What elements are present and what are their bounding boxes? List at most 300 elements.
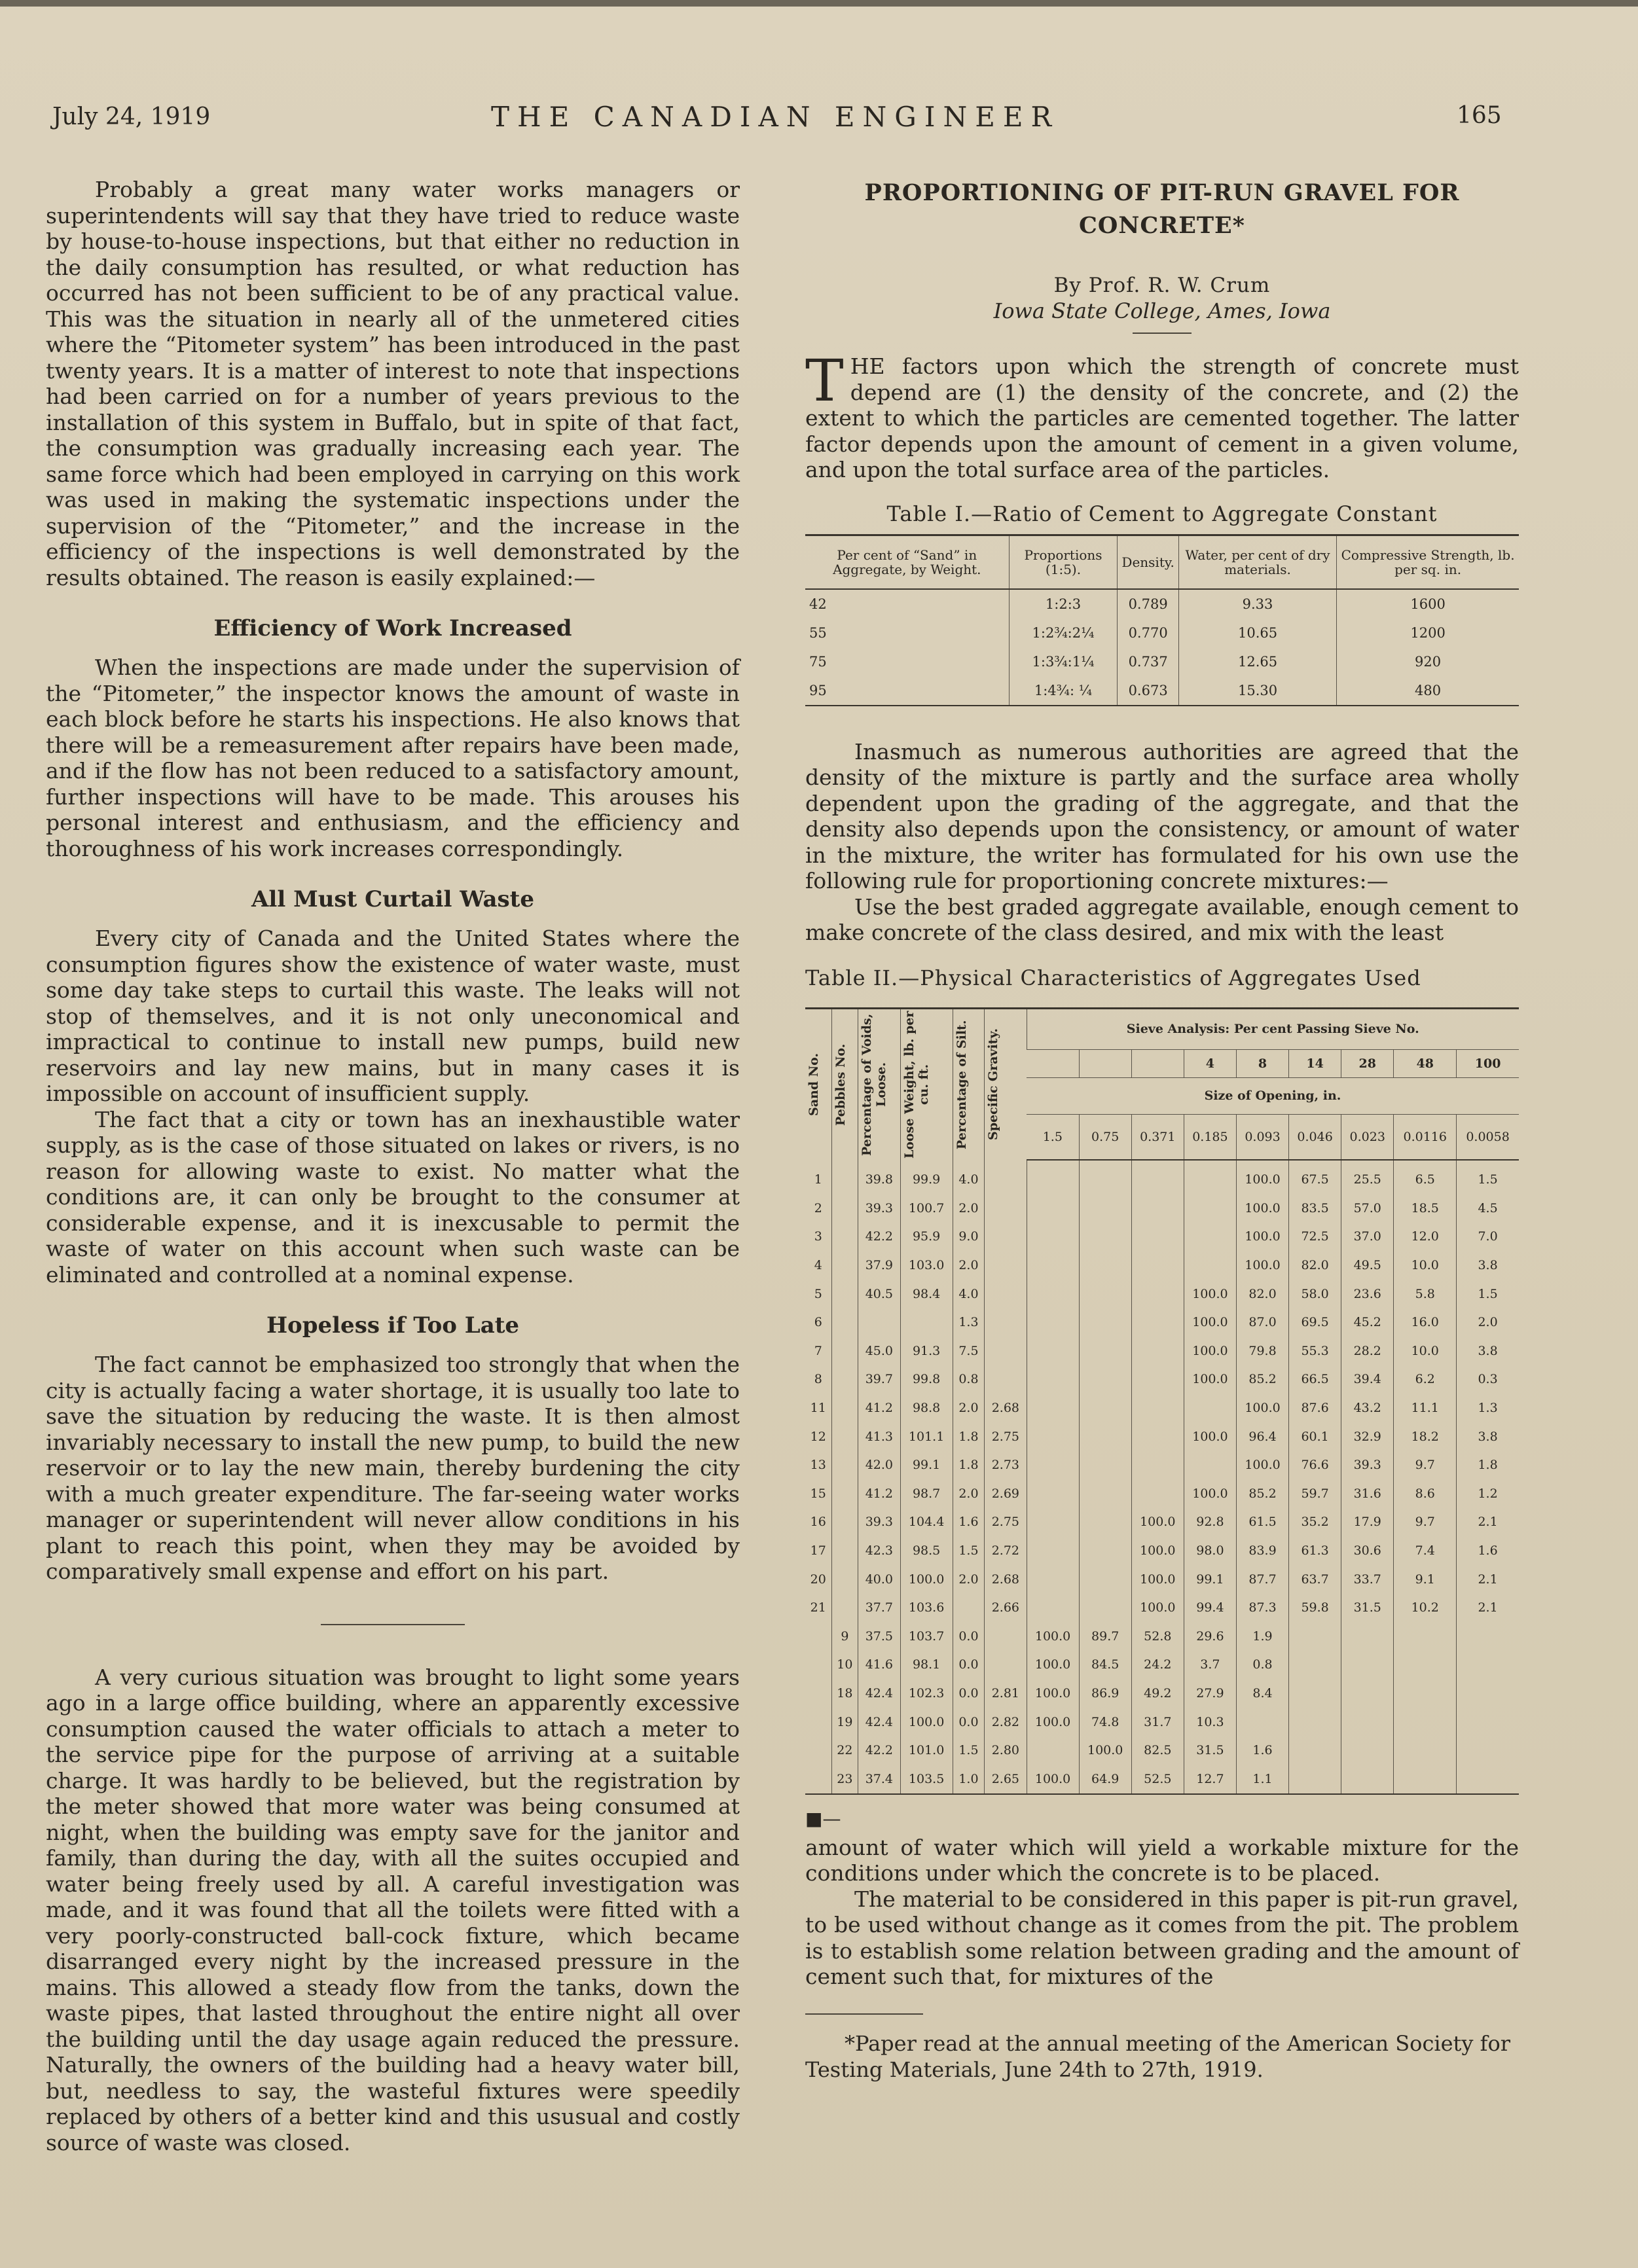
- table-row: [805, 1593, 1519, 1622]
- table-cell: 29.6: [1184, 1622, 1236, 1651]
- table-cell: [1457, 1679, 1519, 1708]
- table-cell: 104.4: [900, 1508, 953, 1537]
- table-cell: 37.9: [858, 1251, 900, 1280]
- table-cell: [1079, 1308, 1131, 1337]
- table-cell: 5: [814, 1286, 822, 1301]
- table-row: [805, 1394, 1519, 1422]
- table-cell: 100.0: [1236, 1394, 1288, 1422]
- table-cell: [1394, 1679, 1457, 1708]
- table-cell: [831, 1593, 858, 1622]
- table-cell: 95.9: [900, 1223, 953, 1251]
- table-cell: 7: [814, 1343, 822, 1358]
- table-cell: [1131, 1160, 1184, 1195]
- table-cell: 9.0: [953, 1223, 985, 1251]
- footnote: *Paper read at the annual meeting of the American Society for Testing Materials, June 24th to 27th, 1919.: [805, 2030, 1511, 2082]
- table-cell: 7.0: [1457, 1223, 1519, 1251]
- table-header: Compressive Strength, lb. per sq. in.: [1337, 535, 1519, 589]
- table-cell: 57.0: [1341, 1194, 1394, 1223]
- table-cell: 42.2: [858, 1223, 900, 1251]
- table-cell: 9.7: [1394, 1508, 1457, 1537]
- table-cell: 18.2: [1394, 1422, 1457, 1451]
- table-cell: 103.0: [900, 1251, 953, 1280]
- table-cell: 3.8: [1457, 1422, 1519, 1451]
- table-cell: 41.6: [858, 1651, 900, 1680]
- table-row: [805, 1536, 1519, 1565]
- table-cell: 98.0: [1184, 1536, 1236, 1565]
- table-cell: 0.0: [953, 1622, 985, 1651]
- title-divider: [1133, 333, 1192, 334]
- table-cell: 35.2: [1289, 1508, 1341, 1537]
- table-cell: 2.81: [985, 1679, 1027, 1708]
- table-cell: 100.0: [1027, 1679, 1079, 1708]
- table-row: [805, 1479, 1519, 1508]
- table-cell: [831, 1450, 858, 1479]
- table-cell: 100.0: [1131, 1565, 1184, 1594]
- affiliation: Iowa State College, Ames, Iowa: [993, 298, 1331, 323]
- table-cell: 49.5: [1341, 1251, 1394, 1280]
- table-header: Percentage of Voids, Loose.: [858, 1008, 900, 1160]
- table-row: [805, 1422, 1519, 1451]
- table-2-body: [805, 1160, 1519, 1794]
- table-cell: [1027, 1160, 1079, 1195]
- table-cell: 60.1: [1289, 1422, 1341, 1451]
- paragraph: When the inspections are made under the supervision of the “Pitometer,” the inspector knows the amount of waste in each block before he starts his inspections. He also knows that there will be a remeasurement after repairs have been made, and if the flow has not been reduced to a satisfactory amount, further inspections will have to be made. This arouses his personal interest and enthusiasm, and the efficiency and thoroughness of his work increases correspondingly.: [46, 655, 740, 861]
- table-cell: 101.0: [900, 1736, 953, 1765]
- table-cell: [1184, 1160, 1236, 1195]
- table-cell: 100.0: [1184, 1308, 1236, 1337]
- table-cell: 42.3: [858, 1536, 900, 1565]
- table-cell: [831, 1536, 858, 1565]
- table-cell: 9.7: [1394, 1450, 1457, 1479]
- table-cell: 100.0: [1184, 1479, 1236, 1508]
- table-cell: [1131, 1251, 1184, 1280]
- table-cell: 2: [814, 1200, 822, 1215]
- table-1: [805, 534, 1519, 706]
- table-cell: 103.5: [900, 1765, 953, 1794]
- table-cell: [831, 1479, 858, 1508]
- table-header: Water, per cent of dry materials.: [1178, 535, 1336, 589]
- table-cell: [1027, 1565, 1079, 1594]
- table-cell: 2.68: [985, 1565, 1027, 1594]
- table-cell: 10.0: [1394, 1337, 1457, 1365]
- table-cell: 0.0: [953, 1651, 985, 1680]
- table-cell: 2.1: [1457, 1593, 1519, 1622]
- table-cell: [805, 1708, 831, 1737]
- table-cell: [1289, 1651, 1341, 1680]
- table-cell: 100.0: [1184, 1280, 1236, 1308]
- section-heading: Hopeless if Too Late: [266, 1312, 520, 1339]
- table-cell: 59.7: [1289, 1479, 1341, 1508]
- end-mark: ■—: [805, 1807, 841, 1829]
- table-cell: 2.1: [1457, 1565, 1519, 1594]
- table-cell: [858, 1308, 900, 1337]
- table-cell: 32.9: [1341, 1422, 1394, 1451]
- section-divider: [321, 1624, 465, 1625]
- table-cell: [1027, 1536, 1079, 1565]
- opening-size: 0.75: [1079, 1114, 1131, 1159]
- table-2-caption: Table II.—Physical Characteristics of Aggregates Used: [805, 965, 1421, 990]
- table-cell: 31.6: [1341, 1479, 1394, 1508]
- table-cell: 42.4: [858, 1708, 900, 1737]
- table-cell: 31.5: [1184, 1736, 1236, 1765]
- table-row: [805, 1223, 1519, 1251]
- table-row: [805, 589, 1519, 619]
- table-cell: 16: [810, 1515, 826, 1530]
- table-cell: [985, 1251, 1027, 1280]
- table-row: [805, 1708, 1519, 1737]
- opening-size: 0.185: [1184, 1114, 1236, 1159]
- table-cell: 100.0: [1184, 1337, 1236, 1365]
- paragraph: Use the best graded aggregate available, enough cement to make concrete of the class desired, and mix with the least: [805, 893, 1519, 945]
- table-cell: [1289, 1765, 1341, 1794]
- opening-size: 0.0116: [1394, 1114, 1457, 1159]
- table-cell: 1200: [1337, 619, 1519, 647]
- table-cell: 8.6: [1394, 1479, 1457, 1508]
- table-cell: 91.3: [900, 1337, 953, 1365]
- table-cell: 18: [831, 1679, 858, 1708]
- table-cell: [831, 1308, 858, 1337]
- table-cell: 101.1: [900, 1422, 953, 1451]
- table-cell: [1027, 1251, 1079, 1280]
- table-cell: [1289, 1622, 1341, 1651]
- table-cell: 1:2:3: [1009, 589, 1118, 619]
- table-cell: 4.0: [953, 1160, 985, 1195]
- table-cell: 100.0: [1027, 1765, 1079, 1794]
- table-cell: 1: [814, 1172, 822, 1187]
- table-cell: 0.8: [1236, 1651, 1288, 1680]
- table-cell: 37.4: [858, 1765, 900, 1794]
- table-cell: [1027, 1280, 1079, 1308]
- table-cell: [1079, 1194, 1131, 1223]
- table-cell: [1394, 1765, 1457, 1794]
- table-cell: [805, 1651, 831, 1680]
- table-cell: 24.2: [1131, 1651, 1184, 1680]
- table-cell: 10: [831, 1651, 858, 1680]
- table-cell: 82.0: [1289, 1251, 1341, 1280]
- table-cell: [1289, 1708, 1341, 1737]
- table-1-caption: Table I.—Ratio of Cement to Aggregate Constant: [886, 501, 1438, 526]
- table-cell: 0.737: [1118, 647, 1178, 676]
- paragraph: The material to be considered in this paper is pit-run gravel, to be used without change as it comes from the pit. The problem is to establish some relation between grading and the amount of cement such that, for mixtures of the: [805, 1886, 1519, 1990]
- table-cell: [1079, 1593, 1131, 1622]
- table-cell: 1.0: [953, 1765, 985, 1794]
- table-cell: 69.5: [1289, 1308, 1341, 1337]
- table-cell: [1457, 1708, 1519, 1737]
- sieve-number: 14: [1289, 1049, 1341, 1077]
- table-cell: 8: [814, 1372, 822, 1387]
- table-cell: 920: [1337, 647, 1519, 676]
- table-cell: [1394, 1651, 1457, 1680]
- table-cell: 1.5: [953, 1536, 985, 1565]
- table-cell: [805, 1736, 831, 1765]
- table-cell: 87.0: [1236, 1308, 1288, 1337]
- table-cell: [1131, 1337, 1184, 1365]
- header-date: July 24, 1919: [52, 103, 211, 130]
- table-row: [805, 1160, 1519, 1195]
- table-cell: 98.7: [900, 1479, 953, 1508]
- table-cell: 39.3: [1341, 1450, 1394, 1479]
- table-row: [805, 1251, 1519, 1280]
- opening-size: 0.0058: [1457, 1114, 1519, 1159]
- table-cell: 96.4: [1236, 1422, 1288, 1451]
- table-cell: 30.6: [1341, 1536, 1394, 1565]
- table-cell: 22: [831, 1736, 858, 1765]
- table-cell: [1184, 1450, 1236, 1479]
- table-cell: 17: [810, 1543, 826, 1558]
- table-cell: 2.0: [953, 1479, 985, 1508]
- table-cell: 2.0: [953, 1394, 985, 1422]
- table-cell: [1027, 1194, 1079, 1223]
- table-cell: 2.0: [1457, 1308, 1519, 1337]
- table-cell: 45.2: [1341, 1308, 1394, 1337]
- table-cell: 85.2: [1236, 1365, 1288, 1394]
- table-cell: [985, 1622, 1027, 1651]
- table-cell: 98.1: [900, 1651, 953, 1680]
- table-cell: [805, 1679, 831, 1708]
- table-cell: [831, 1280, 858, 1308]
- table-cell: 2.66: [985, 1593, 1027, 1622]
- table-cell: [1341, 1622, 1394, 1651]
- table-cell: [831, 1223, 858, 1251]
- table-cell: 4.5: [1457, 1194, 1519, 1223]
- table-header: Proportions (1:5).: [1009, 535, 1118, 589]
- table-cell: [1341, 1708, 1394, 1737]
- table-cell: 58.0: [1289, 1280, 1341, 1308]
- table-cell: 2.82: [985, 1708, 1027, 1737]
- table-cell: 83.9: [1236, 1536, 1288, 1565]
- table-cell: 40.5: [858, 1280, 900, 1308]
- table-cell: 7.5: [953, 1337, 985, 1365]
- table-cell: 15: [810, 1486, 826, 1501]
- table-cell: 2.1: [1457, 1508, 1519, 1537]
- table-cell: 6.2: [1394, 1365, 1457, 1394]
- table-cell: 13: [810, 1458, 826, 1473]
- table-cell: 16.0: [1394, 1308, 1457, 1337]
- table-cell: 4: [814, 1258, 822, 1273]
- table-cell: [1457, 1736, 1519, 1765]
- opening-size: 0.371: [1131, 1114, 1184, 1159]
- sieve-number: [1131, 1049, 1184, 1077]
- paragraph: Inasmuch as numerous authorities are agreed that the density of the mixture is partly and the surface area wholly dependent upon the grading of the aggregate, and that the density also depends upon the consistency, or amount of water in the mixture, the writer has formulated for his own use the following rule for proportioning concrete mixtures:—: [805, 738, 1519, 893]
- table-header: Loose Weight, lb. per cu. ft.: [900, 1008, 953, 1160]
- table-cell: 42.2: [858, 1736, 900, 1765]
- table-cell: 83.5: [1289, 1194, 1341, 1223]
- table-cell: [831, 1565, 858, 1594]
- table-cell: 100.0: [1236, 1251, 1288, 1280]
- sieve-number: [1027, 1049, 1079, 1077]
- table-cell: 23: [831, 1765, 858, 1794]
- opening-title: Size of Opening, in.: [1027, 1078, 1519, 1115]
- sieve-number: 48: [1394, 1049, 1457, 1077]
- table-cell: 1:4¾: ¼: [1009, 676, 1118, 706]
- table-cell: 28.2: [1341, 1337, 1394, 1365]
- table-header: Percentage of Silt.: [953, 1008, 985, 1160]
- table-cell: 18.5: [1394, 1194, 1457, 1223]
- table-cell: 100.0: [900, 1565, 953, 1594]
- table-cell: 25.5: [1341, 1160, 1394, 1195]
- table-cell: 3: [814, 1229, 822, 1244]
- table-cell: [831, 1160, 858, 1195]
- sieve-number: [1079, 1049, 1131, 1077]
- table-cell: 99.8: [900, 1365, 953, 1394]
- table-cell: 103.6: [900, 1593, 953, 1622]
- table-cell: 92.8: [1184, 1508, 1236, 1537]
- table-cell: [1394, 1736, 1457, 1765]
- table-cell: 1.3: [953, 1308, 985, 1337]
- table-cell: 6: [814, 1315, 822, 1330]
- table-row: [805, 1736, 1519, 1765]
- table-cell: 63.7: [1289, 1565, 1341, 1594]
- table-cell: 103.7: [900, 1622, 953, 1651]
- table-cell: [805, 1622, 831, 1651]
- table-cell: 41.2: [858, 1479, 900, 1508]
- table-cell: [1394, 1708, 1457, 1737]
- paragraph: Every city of Canada and the United States where the consumption figures show the existence of water waste, must some day take steps to curtail this waste. The leaks will not stop of themselves, and it is not only uneconomical and impractical to continue to install new pumps, build new reservoirs and lay new mains, but in many cases it is impossible on account of insufficient supply.: [46, 926, 740, 1106]
- byline: By Prof. R. W. Crum: [1053, 274, 1271, 297]
- table-cell: 87.3: [1236, 1593, 1288, 1622]
- table-cell: 55.3: [1289, 1337, 1341, 1365]
- table-cell: 1.1: [1236, 1765, 1288, 1794]
- table-cell: 0.0: [953, 1679, 985, 1708]
- table-cell: 37.5: [858, 1622, 900, 1651]
- table-row: [805, 1280, 1519, 1308]
- table-cell: 0.0: [953, 1708, 985, 1737]
- table-cell: 31.5: [1341, 1593, 1394, 1622]
- table-cell: 100.0: [1236, 1160, 1288, 1195]
- table-cell: [1131, 1479, 1184, 1508]
- table-cell: 12.7: [1184, 1765, 1236, 1794]
- sieve-number: 100: [1457, 1049, 1519, 1077]
- table-cell: 1.5: [953, 1736, 985, 1765]
- table-cell: 10.2: [1394, 1593, 1457, 1622]
- table-row: [805, 1679, 1519, 1708]
- table-row: [805, 647, 1519, 676]
- table-cell: 79.8: [1236, 1337, 1288, 1365]
- table-cell: [1131, 1365, 1184, 1394]
- table-cell: 89.7: [1079, 1622, 1131, 1651]
- table-cell: 102.3: [900, 1679, 953, 1708]
- table-row: [805, 1565, 1519, 1594]
- table-row: [805, 1508, 1519, 1537]
- table-row: [805, 1765, 1519, 1794]
- table-cell: [1184, 1194, 1236, 1223]
- table-cell: 5.8: [1394, 1280, 1457, 1308]
- table-cell: 11.1: [1394, 1394, 1457, 1422]
- table-row: [805, 676, 1519, 706]
- table-cell: 59.8: [1289, 1593, 1341, 1622]
- table-cell: 100.0: [1027, 1708, 1079, 1737]
- table-cell: 2.0: [953, 1565, 985, 1594]
- table-cell: 61.3: [1289, 1536, 1341, 1565]
- table-cell: [1079, 1508, 1131, 1537]
- table-cell: 1:3¾:1¼: [1009, 647, 1118, 676]
- table-cell: 12: [810, 1429, 826, 1444]
- table-cell: 23.6: [1341, 1280, 1394, 1308]
- table-cell: 99.1: [1184, 1565, 1236, 1594]
- drop-cap: T: [805, 347, 844, 414]
- table-cell: [985, 1194, 1027, 1223]
- table-cell: 76.6: [1289, 1450, 1341, 1479]
- table-cell: 86.9: [1079, 1679, 1131, 1708]
- table-cell: 10.65: [1178, 619, 1336, 647]
- table-cell: 82.5: [1131, 1736, 1184, 1765]
- table-cell: 0.3: [1457, 1365, 1519, 1394]
- table-cell: [1236, 1708, 1288, 1737]
- table-cell: 100.0: [900, 1708, 953, 1737]
- paragraph: amount of water which will yield a workable mixture for the conditions under which the concrete is to be placed.: [805, 1834, 1519, 1886]
- table-cell: 8.4: [1236, 1679, 1288, 1708]
- table-cell: 3.8: [1457, 1251, 1519, 1280]
- table-cell: [1289, 1736, 1341, 1765]
- table-cell: 1600: [1337, 589, 1519, 619]
- table-cell: 45.0: [858, 1337, 900, 1365]
- sieve-number: 8: [1236, 1049, 1288, 1077]
- table-cell: 55: [809, 624, 827, 641]
- table-cell: 1.2: [1457, 1479, 1519, 1508]
- table-row: [805, 1622, 1519, 1651]
- table-cell: 31.7: [1131, 1708, 1184, 1737]
- table-cell: [1079, 1479, 1131, 1508]
- sieve-number: 28: [1341, 1049, 1394, 1077]
- table-cell: 98.5: [900, 1536, 953, 1565]
- table-cell: 2.72: [985, 1536, 1027, 1565]
- table-cell: [985, 1651, 1027, 1680]
- table-cell: [1079, 1280, 1131, 1308]
- table-cell: 1.6: [1457, 1536, 1519, 1565]
- paragraph: Probably a great many water works managers or superintendents will say that they have tried to reduce waste by house-to-house inspections, but that either no reduction in the daily consumption has resulted, or what reduction has occurred has not been sufficient to be of any practical value. This was the situation in nearly all of the unmetered cities where the “Pitometer system” has been introduced in the past twenty years. It is a matter of interest to note that inspections had been carried on for a number of years previous to the installation of this system in Buffalo, but in spite of that fact, the consumption was gradually increasing each year. The same force which had been employed in carrying on this work was used in making the systematic inspections under the supervision of the “Pitometer,” and the increase in the efficiency of the inspections is well demonstrated by the results obtained. The reason is easily explained:—: [46, 177, 740, 590]
- table-cell: [985, 1365, 1027, 1394]
- table-cell: [1027, 1508, 1079, 1537]
- table-cell: 100.0: [1236, 1223, 1288, 1251]
- table-cell: 66.5: [1289, 1365, 1341, 1394]
- table-cell: 12.0: [1394, 1223, 1457, 1251]
- table-header: Density.: [1118, 535, 1178, 589]
- table-cell: 1.5: [1457, 1280, 1519, 1308]
- table-row: [805, 1365, 1519, 1394]
- table-cell: 39.3: [858, 1194, 900, 1223]
- table-cell: 3.8: [1457, 1337, 1519, 1365]
- table-header: Per cent of “Sand” in Aggregate, by Weight.: [805, 535, 1009, 589]
- footnote-divider: [805, 2013, 923, 2015]
- table-cell: [831, 1194, 858, 1223]
- table-cell: [1131, 1450, 1184, 1479]
- table-cell: 7.4: [1394, 1536, 1457, 1565]
- sieve-group-header: Sieve Analysis: Per cent Passing Sieve No.: [1027, 1008, 1519, 1049]
- table-cell: 85.2: [1236, 1479, 1288, 1508]
- table-cell: 74.8: [1079, 1708, 1131, 1737]
- table-cell: 75: [809, 653, 827, 670]
- sieve-number: 4: [1184, 1049, 1236, 1077]
- section-heading: All Must Curtail Waste: [251, 886, 534, 912]
- table-cell: 1.8: [953, 1422, 985, 1451]
- table-2: [805, 1007, 1519, 1795]
- table-cell: [1131, 1280, 1184, 1308]
- article-title: PROPORTIONING OF PIT-RUN GRAVEL FOR CONCRETE*: [864, 179, 1460, 239]
- table-cell: 6.5: [1394, 1160, 1457, 1195]
- header-title: THE CANADIAN ENGINEER: [491, 101, 1060, 133]
- lead-paragraph: [805, 347, 1519, 483]
- table-header: Sand No.: [807, 1053, 821, 1116]
- table-cell: 100.0: [1131, 1593, 1184, 1622]
- header-page-number: 165: [1457, 102, 1502, 129]
- table-cell: 100.0: [1184, 1365, 1236, 1394]
- table-cell: [953, 1593, 985, 1622]
- table-cell: 1.3: [1457, 1394, 1519, 1422]
- table-cell: 100.0: [1079, 1736, 1131, 1765]
- table-cell: 2.0: [953, 1251, 985, 1280]
- table-cell: [1341, 1679, 1394, 1708]
- table-cell: 100.0: [1027, 1622, 1079, 1651]
